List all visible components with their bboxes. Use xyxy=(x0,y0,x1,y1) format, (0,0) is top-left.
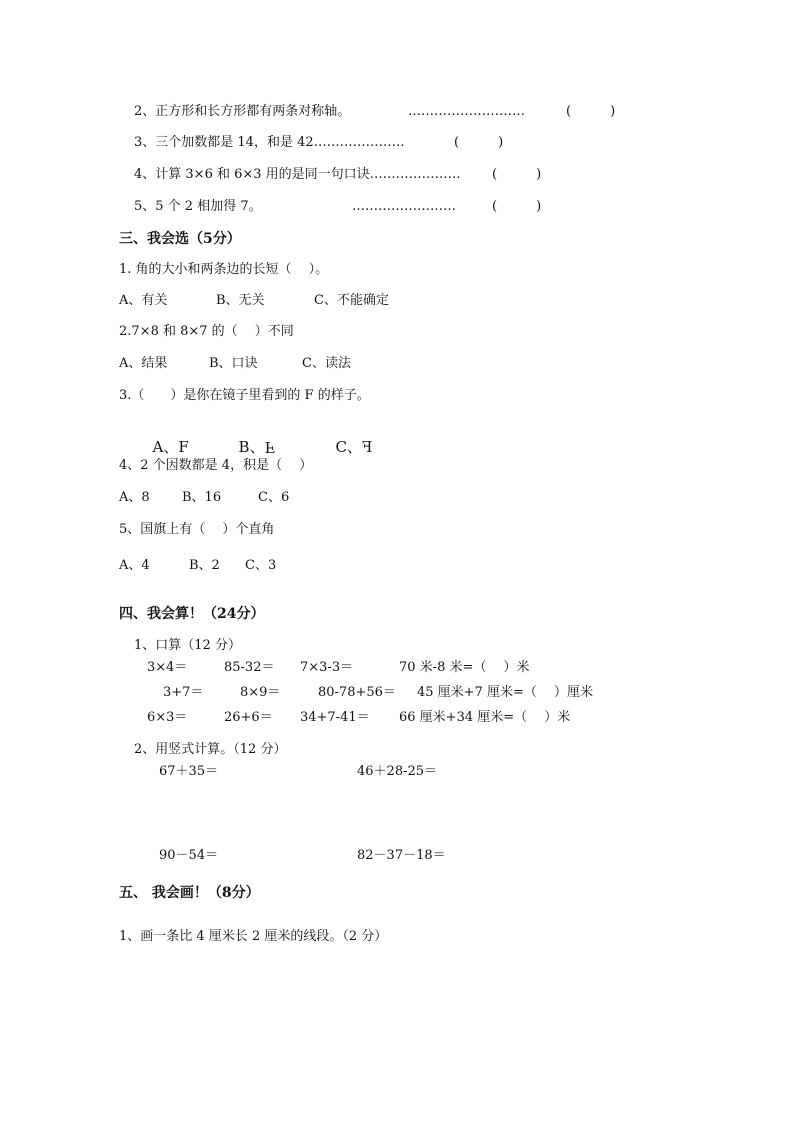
oral-calc-title: 1、口算（12 分） xyxy=(134,638,241,653)
judge-item-5: 5、5 个 2 相加得 7。 xyxy=(134,199,262,214)
oral-r3-c3: 34+7-41＝ xyxy=(300,710,370,725)
letter-f-normal: F xyxy=(178,438,189,456)
oral-r3-c2: 26+6＝ xyxy=(224,710,273,725)
section-draw-title: 五、 我会画！（8分） xyxy=(119,885,260,901)
section-calc-title: 四、我会算！（24分） xyxy=(119,606,265,622)
choose-q2-option-c[interactable]: C、读法 xyxy=(302,356,351,371)
vertical-calc-4: 82－37－18＝ xyxy=(357,848,446,863)
judge-item-2: 2、正方形和长方形都有两条对称轴。 xyxy=(134,104,351,119)
choose-q3-option-a[interactable] xyxy=(143,423,189,455)
choose-q4-option-a[interactable]: A、8 xyxy=(119,490,150,505)
oral-r2-c4: 45 厘米+7 厘米=（ ）厘米 xyxy=(417,685,593,700)
choose-q2-option-b[interactable]: B、口诀 xyxy=(209,356,258,371)
choose-q2-option-a[interactable]: A、结果 xyxy=(119,356,168,371)
choose-q3-option-b[interactable] xyxy=(229,423,275,455)
letter-f-upside-down: F xyxy=(264,438,275,456)
judge-item-4: 4、计算 3×6 和 6×3 用的是同一句口诀………………… xyxy=(134,167,461,182)
oral-r2-c1: 3+7＝ xyxy=(163,685,204,700)
oral-r1-c1: 3×4＝ xyxy=(147,660,188,675)
section-choose-title: 三、我会选（5分） xyxy=(119,231,241,247)
choose-q3-option-b-prefix: B、 xyxy=(238,438,265,456)
oral-r1-c3: 7×3-3＝ xyxy=(300,660,354,675)
judge-item-2-dots: ……………………… xyxy=(408,104,525,119)
vertical-calc-3: 90－54＝ xyxy=(159,848,219,863)
choose-q4-option-b[interactable]: B、16 xyxy=(182,490,222,505)
judge-item-4-paren[interactable]: ( ) xyxy=(492,167,542,182)
choose-q3-option-c-prefix: C、 xyxy=(335,438,363,456)
choose-q3-option-a-prefix: A、 xyxy=(152,438,179,456)
letter-f-mirrored: F xyxy=(362,438,373,456)
draw-q1: 1、画一条比 4 厘米长 2 厘米的线段。（2 分） xyxy=(119,929,388,944)
judge-item-5-dots: …………………… xyxy=(352,199,456,214)
oral-r2-c2: 8×9＝ xyxy=(240,685,281,700)
judge-item-5-paren[interactable]: ( ) xyxy=(492,199,542,214)
oral-r1-c2: 85-32＝ xyxy=(224,660,275,675)
choose-q5-option-b[interactable]: B、2 xyxy=(189,558,220,573)
choose-q1: 1. 角的大小和两条边的长短（ ）。 xyxy=(119,262,329,277)
vertical-calc-2: 46＋28-25＝ xyxy=(357,764,438,779)
oral-r3-c4: 66 厘米+34 厘米=（ ）米 xyxy=(399,710,571,725)
oral-r2-c3: 80-78+56＝ xyxy=(318,685,396,700)
vertical-calc-1: 67＋35＝ xyxy=(159,764,219,779)
judge-item-2-paren[interactable]: ( ) xyxy=(566,104,616,119)
choose-q1-option-b[interactable]: B、无关 xyxy=(216,293,265,308)
vertical-calc-title: 2、用竖式计算。（12 分） xyxy=(134,742,287,757)
judge-item-3-paren[interactable]: ( ) xyxy=(454,135,504,150)
choose-q3: 3.（ ）是你在镜子里看到的 F 的样子。 xyxy=(119,388,370,403)
choose-q5-option-a[interactable]: A、4 xyxy=(119,558,150,573)
choose-q5: 5、国旗上有（ ）个直角 xyxy=(119,522,275,537)
choose-q2: 2.7×8 和 8×7 的（ ）不同 xyxy=(119,324,294,339)
choose-q4: 4、2 个因数都是 4，积是（ ） xyxy=(119,458,313,473)
oral-r3-c1: 6×3＝ xyxy=(147,710,188,725)
choose-q1-option-a[interactable]: A、有关 xyxy=(119,293,168,308)
choose-q3-option-c[interactable] xyxy=(326,423,372,455)
choose-q5-option-c[interactable]: C、3 xyxy=(245,558,277,573)
judge-item-3: 3、三个加数都是 14，和是 42………………… xyxy=(134,135,405,150)
choose-q4-option-c[interactable]: C、6 xyxy=(258,490,290,505)
choose-q1-option-c[interactable]: C、不能确定 xyxy=(314,293,389,308)
oral-r1-c4: 70 米-8 米=（ ）米 xyxy=(399,660,530,675)
